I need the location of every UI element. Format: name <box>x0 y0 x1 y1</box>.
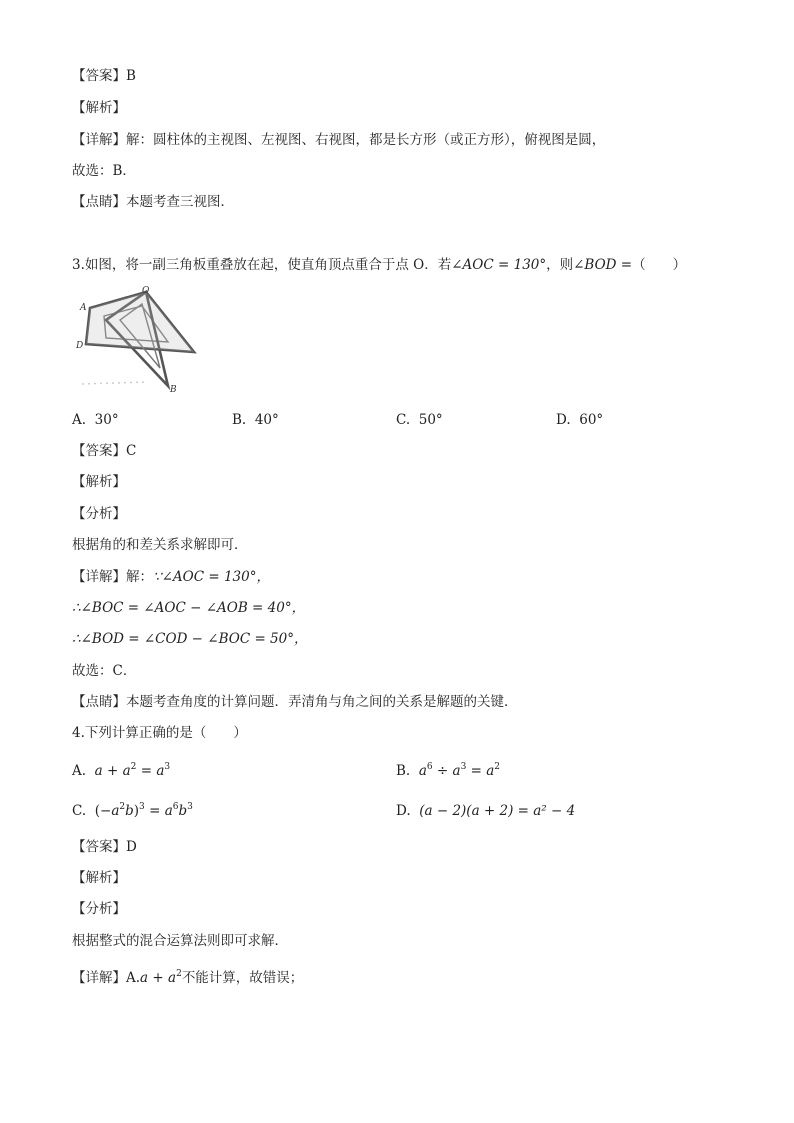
q3-stem-paren: （ ） <box>632 257 687 273</box>
q4-option-b: B. $a^6 \div a^3 = a^2$ <box>396 762 501 779</box>
q3-stem-prefix: 3.如图，将一副三角板重叠放在起，使直角顶点重合于点 O．若 <box>72 257 452 273</box>
label-o: O <box>142 286 150 296</box>
q2-answer: 【答案】B <box>72 68 136 84</box>
q4-stem: 4.下列计算正确的是（ ） <box>72 725 247 741</box>
q3-detail-line2: ∴∠BOC = ∠AOC − ∠AOB = 40°， <box>72 600 306 616</box>
q3-fenxi-heading: 【分析】 <box>72 506 126 522</box>
q2-comment: 【点睛】本题考查三视图． <box>72 194 234 210</box>
q3-option-c: C. 50° <box>396 412 443 428</box>
q3-method: 根据角的和差关系求解即可． <box>72 537 248 553</box>
q2-analysis-heading: 【解析】 <box>72 100 126 116</box>
q4-option-a: A. $a + a^2 = a^3$ <box>72 762 171 779</box>
figure-shading <box>86 292 194 352</box>
q3-option-a: A. 30° <box>72 412 119 428</box>
q3-stem-mid: ，则 <box>546 257 574 273</box>
q3-choose: 故选：C． <box>72 663 137 679</box>
q3-stem-condition: ∠AOC = 130° <box>451 257 547 273</box>
q4-analysis-heading: 【解析】 <box>72 870 126 886</box>
q2-choose: 故选：B． <box>72 163 136 179</box>
q3-option-d: D. 60° <box>556 412 604 428</box>
q4-option-d: D. (a − 2)(a + 2) = a² − 4 <box>396 803 576 819</box>
triangle-boards-figure <box>76 286 206 400</box>
q3-detail-line1: 【详解】解：∵∠AOC = 130°， <box>72 569 270 585</box>
q3-analysis-heading: 【解析】 <box>72 474 126 490</box>
q4-answer: 【答案】D <box>72 839 137 855</box>
q3-answer: 【答案】C <box>72 443 137 459</box>
q4-option-c: C. $(-a^2b)^3 = a^6b^3$ <box>72 802 193 819</box>
q2-detail: 【详解】解：圆柱体的主视图、左视图、右视图，都是长方形（或正方形），俯视图是圆， <box>72 132 606 148</box>
q4-detail: 【详解】$A.a + a^2$不能计算，故错误； <box>72 969 304 986</box>
q3-option-b: B. 40° <box>232 412 279 428</box>
triangle-boards-svg <box>76 286 206 396</box>
q3-detail-line3: ∴∠BOD = ∠COD − ∠BOC = 50°， <box>72 631 308 647</box>
q3-comment: 【点睛】本题考查角度的计算问题．弄清角与角之间的关系是解题的关键． <box>72 694 518 710</box>
q4-method: 根据整式的混合运算法则即可求解． <box>72 933 288 949</box>
label-a: A <box>80 303 87 313</box>
q4-fenxi-heading: 【分析】 <box>72 901 126 917</box>
label-b: B <box>170 385 177 395</box>
q3-stem-ask: ∠BOD = <box>573 257 633 273</box>
label-d: D <box>76 341 84 351</box>
scan-smudge <box>82 382 146 384</box>
q3-stem <box>72 256 686 274</box>
